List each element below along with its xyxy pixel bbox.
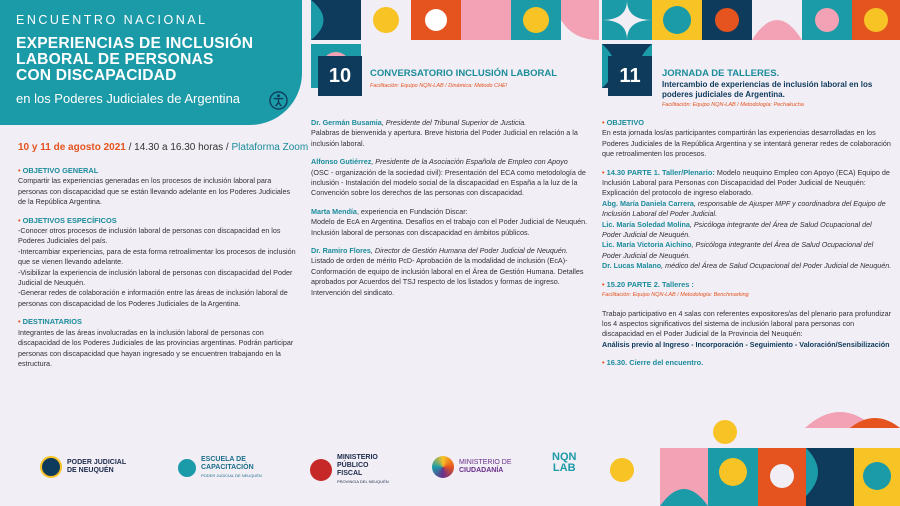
speaker-name: Lic. María Victoria Aichino: [602, 240, 692, 250]
speaker-role: , Director de Gestión Humana del Poder Judicial de Neuquén.: [370, 246, 568, 256]
section-heading: • OBJETIVOS ESPECÍFICOS: [18, 215, 117, 225]
session-11-content: [602, 118, 892, 369]
speaker-name: Dr. Germán Busamia: [311, 118, 382, 127]
section-heading: • 16.30. Cierre del encuentro.: [602, 358, 704, 368]
section-heading: • 15.20 PARTE 2. Talleres :: [602, 279, 694, 289]
speaker-name: Alfonso Gutiérrez: [311, 157, 372, 167]
section-heading: • DESTINATARIOS: [18, 317, 82, 327]
section-heading: • 14.30 PARTE 1. Taller/Plenario:: [602, 167, 717, 177]
heading-text: DESTINATARIOS: [22, 317, 82, 327]
title-banner: [0, 0, 302, 125]
event-kicker: ENCUENTRO NACIONAL: [16, 13, 208, 27]
logo-text: PODER JUDICIAL: [67, 459, 127, 466]
session-10-content: [311, 118, 593, 306]
ministerio-publico-emblem-icon: [310, 459, 332, 481]
paragraph: -Intercambiar experiencias, para de esta forma retroalimentar los procesos de inclusión que se vienen llevando adelante.: [18, 246, 296, 267]
paragraph: Trabajo participativo en 4 salas con referentes expositores/as del plenario para profundizar los 4 aspectos significativos del sistema de inclusión laboral para personas con discapacidad en el Poder Judicial de la Provincia del Neuquén:: [602, 308, 891, 339]
speaker-name: Dr. Ramiro Flores: [311, 246, 371, 256]
ciudadania-emblem-icon: [432, 456, 454, 478]
heading-text: OBJETIVO: [606, 118, 645, 127]
sponsor-logos: [0, 448, 610, 488]
speaker-role: , experiencia en Fundación Discar:: [356, 206, 468, 216]
speaker-role: , responsable de Ajusper MPF y coordinadora del Equipo de Inclusión Laboral del Poder Judicial.: [602, 198, 886, 219]
event-time: / 14.30 a 16.30 horas /: [125, 142, 232, 153]
logo-text: PODER JUDICIAL DE NEUQUÉN: [201, 473, 262, 478]
session-number-10: 10: [318, 56, 362, 96]
logo-escuela: [178, 456, 262, 480]
paragraph: -Visibilizar la experiencia de inclusión laboral de personas con discapacidad del Poder Judicial de Neuquén.: [18, 267, 293, 288]
logo-text: MINISTERIO DE: [459, 459, 512, 466]
section-heading: • OBJETIVO: [602, 118, 645, 127]
heading-text: 15.20 PARTE 2. Talleres :: [606, 279, 694, 289]
session-10-facilitation: Facilitación: Equipo NQN-LAB / Dinámica: Método CHE!: [370, 83, 508, 89]
part-2-facilitation: Facilitación: Equipo NQN-LAB / Metodología: Benchmarking: [602, 292, 749, 299]
poder-judicial-emblem-icon: [40, 456, 62, 478]
event-subtitle: en los Poderes Judiciales de Argentina: [16, 91, 241, 106]
session-number-11: 11: [608, 56, 652, 96]
logo-ministerio-publico: [310, 454, 389, 486]
title-line-1: EXPERIENCIAS DE INCLUSIÓN: [16, 35, 254, 52]
heading-text: 14.30 PARTE 1. Taller/Plenario:: [606, 167, 717, 177]
logo-text: LAB: [552, 462, 576, 474]
schedule-line: [18, 142, 308, 153]
logo-poder-judicial: [40, 456, 126, 478]
logo-text: MINISTERIO: [337, 454, 378, 461]
section-heading: • OBJETIVO GENERAL: [18, 166, 99, 175]
escuela-emblem-icon: [178, 459, 196, 477]
logo-text: CAPACITACIÓN: [201, 464, 254, 471]
event-platform: Plataforma Zoom: [231, 142, 309, 153]
speaker-name: Dr. Lucas Malano: [602, 261, 662, 271]
speaker-text: Listado de orden de mérito PcD- Aprobación de la modalidad de inclusión (EcA)- Conformación de equipo de inclusión laboral en el Área de Gestión Humana. Detalles aprobados por Acuerdos del TSJ respecto de los listados y formas de ingreso. Intervención del sindicato.: [311, 256, 584, 297]
heading-text: 16.30. Cierre del encuentro.: [606, 358, 704, 368]
logo-nqn-lab: [552, 452, 576, 474]
speaker-text: Modelo de EcA en Argentina. Desafíos en el trabajo con el Poder Judicial de Neuquén. Inclusión laboral de personas con discapacidad en ámbitos públicos.: [311, 217, 588, 237]
logo-text: PROVINCIA DEL NEUQUÉN: [337, 479, 389, 484]
session-10-title: CONVERSATORIO INCLUSIÓN LABORAL: [370, 68, 558, 79]
session-11-title: JORNADA DE TALLERES.: [662, 68, 780, 79]
session-11-facilitation: Facilitación: Equipo NQN-LAB / Metodología: Pechakucha: [662, 102, 804, 108]
speaker-name: Abg. María Daniela Carrera: [602, 198, 694, 208]
speaker-name: Marta Mendía: [311, 206, 357, 216]
paragraph: En esta jornada los/as participantes compartirán las experiencias desarrolladas en los Poderes Judiciales de la República Argentina y se intentará generar redes de colaboración que retroalimenten los procesos.: [602, 128, 891, 159]
speaker-role: , médico del Área de Salud Ocupacional del Poder Judicial de Neuquén.: [661, 261, 892, 271]
logo-text: CIUDADANÍA: [459, 467, 504, 474]
session-11-description: Intercambio de experiencias de inclusión laboral en los poderes judiciales de Argentina.: [662, 80, 873, 99]
logo-text: NQN: [552, 451, 577, 463]
title-line-3: CON DISCAPACIDAD: [16, 67, 177, 84]
event-title: [16, 36, 286, 84]
paragraph-bold: Análisis previo al Ingreso - Incorporación - Seguimiento - Valoración/Sensibilización: [602, 339, 890, 349]
accessibility-icon: [269, 91, 288, 110]
paragraph: -Generar redes de colaboración e información entre las áreas de inclusión laboral de personas con discapacidad de los Poderes Judiciales de la Argentina.: [18, 288, 288, 308]
heading-text: OBJETIVOS ESPECÍFICOS: [22, 215, 117, 225]
title-line-2: LABORAL DE PERSONAS: [16, 51, 214, 68]
event-dates: 10 y 11 de agosto 2021: [18, 142, 126, 153]
logo-text: FISCAL: [337, 470, 363, 477]
paragraph: Integrantes de las áreas involucradas en la inclusión laboral de personas con discapacidad de los Poderes Judiciales de las provincias argentinas. Podrán participar personas con discapacidad que hayan ingresado y se encuentren trabajando en la estructura.: [18, 327, 294, 368]
heading-text: OBJETIVO GENERAL: [22, 166, 99, 175]
speaker-text: Palabras de bienvenida y apertura. Breve historia del Poder Judicial en relación a la inclusión laboral.: [311, 128, 578, 148]
speaker-role: , Psicóloga integrante del Área de Salud Ocupacional del Poder Judicial de Neuquén.: [602, 219, 872, 240]
logo-ciudadania: [432, 456, 512, 478]
decorative-pattern-bottom-right: [610, 412, 900, 506]
speaker-role: , Presidente del Tribunal Superior de Justicia.: [381, 118, 527, 127]
logo-text: ESCUELA DE: [201, 456, 246, 463]
speaker-role: , Psicóloga integrante del Área de Salud Ocupacional del Poder Judicial de Neuquén.: [602, 240, 874, 260]
paragraph: -Conocer otros procesos de inclusión laboral de personas con discapacidad en los Poderes Judiciales del país.: [18, 226, 281, 246]
paragraph: Modelo neuquino Empleo con Apoyo (ECA) Equipo de Inclusión Laboral para Personas con Discapacidad del Poder Judicial de Neuquén: Explicación del protocolo de ingreso elaborado.: [602, 167, 890, 198]
logo-text: PÚBLICO: [337, 462, 369, 469]
logo-text: DE NEUQUÉN: [67, 467, 114, 474]
objectives-column: [18, 166, 298, 377]
speaker-role: , Presidente de la Asociación Española de Empleo con Apoyo: [371, 157, 568, 167]
speaker-name: Lic. María Soledad Molina: [602, 219, 690, 229]
paragraph: Compartir las experiencias generadas en los procesos de inclusión laboral para personas con discapacidad que se están llevando adelante en los Poderes Judiciales de la República Argentina.: [18, 176, 291, 207]
speaker-text: (OSC - organización de la sociedad civil): Presentación del ECA como metodología de inclusión - Instalación del modelo social de la discapacidad en España a la luz de la Convención sobre los derechos de las personas con discapacidad.: [311, 167, 586, 198]
